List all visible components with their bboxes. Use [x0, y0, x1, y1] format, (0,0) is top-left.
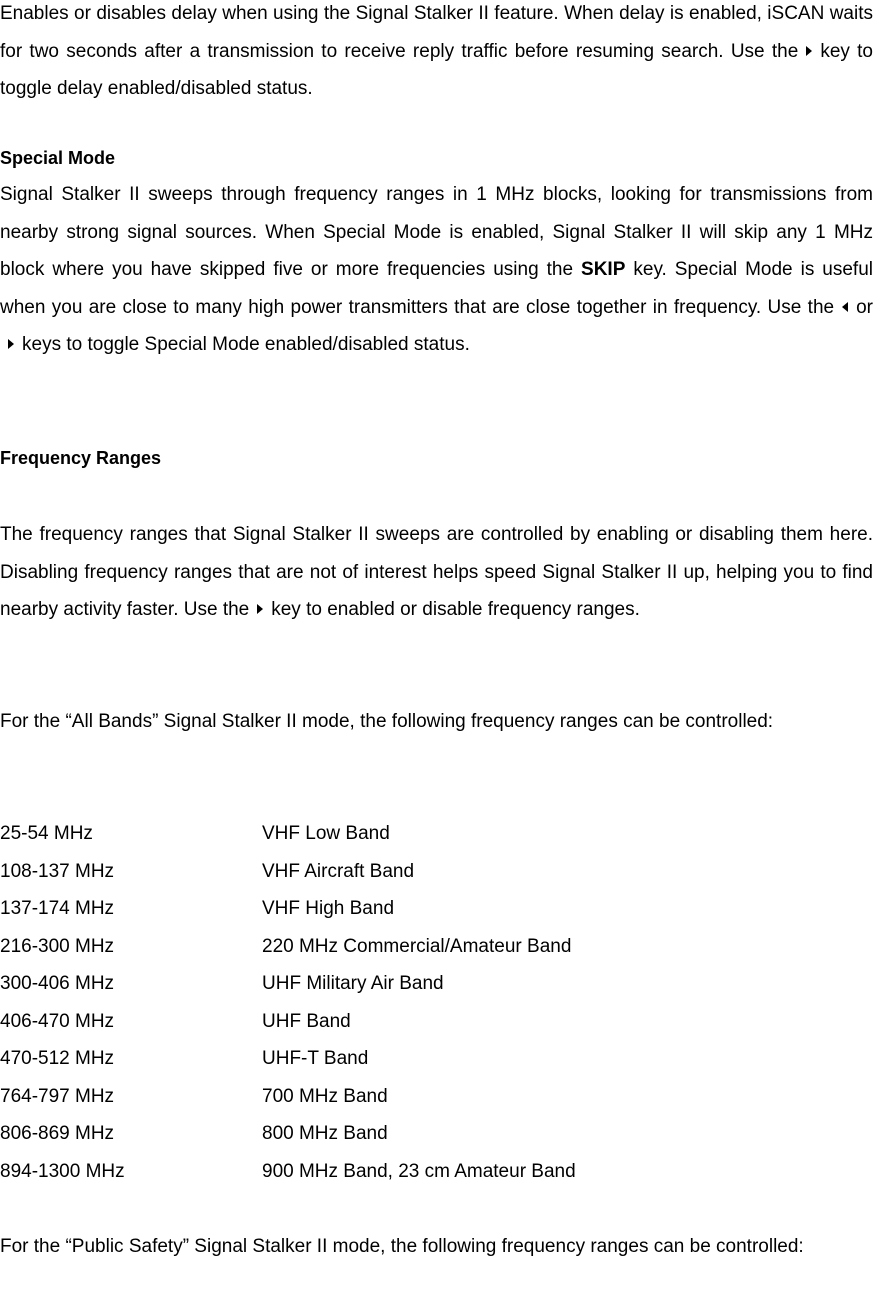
- range-frequency: 108-137 MHz: [0, 860, 115, 882]
- range-frequency: 470-512 MHz: [0, 1048, 115, 1069]
- range-frequency: 216-300 MHz: [0, 935, 115, 957]
- range-frequency: 137-174 MHz: [0, 898, 115, 919]
- range-row: [0, 1153, 873, 1191]
- range-row: [0, 1078, 873, 1116]
- range-description: 700 MHz Band: [262, 1085, 388, 1107]
- frequency-range-list: [0, 815, 873, 1190]
- range-row: [0, 1115, 873, 1153]
- range-frequency: 764-797 MHz: [0, 1085, 115, 1107]
- frequency-ranges-text-1: The frequency ranges that Signal Stalker II sweeps are controlled by enabling or disabling them here. Disabling frequency ranges that are not of interest helps speed Signal Stalker II up, helping you to find nearby activity faster. Use the: [0, 524, 873, 620]
- range-frequency: 406-470 MHz: [0, 1010, 115, 1032]
- range-description: UHF-T Band: [262, 1048, 369, 1069]
- range-description: VHF Aircraft Band: [262, 860, 415, 882]
- range-description: UHF Military Air Band: [262, 973, 444, 994]
- frequency-ranges-paragraph: [0, 516, 873, 629]
- range-frequency: 806-869 MHz: [0, 1123, 115, 1144]
- range-row: [0, 1003, 873, 1041]
- left-arrow-key-icon: [842, 302, 848, 312]
- public-safety-intro: For the “Public Safety” Signal Stalker II mode, the following frequency ranges can be controlled:: [0, 1236, 804, 1257]
- special-mode-heading: Special Mode: [0, 148, 116, 168]
- delay-paragraph: [0, 0, 873, 108]
- range-row: [0, 928, 873, 966]
- special-mode-or: or: [856, 296, 873, 318]
- range-description: VHF High Band: [262, 898, 395, 919]
- range-description: 800 MHz Band: [262, 1123, 388, 1144]
- range-description: VHF Low Band: [262, 823, 390, 844]
- special-mode-text-2: key. Special Mode is useful when you are close to many high power transmitters that are close together in frequency. Use the: [0, 259, 873, 318]
- range-row: [0, 853, 873, 891]
- skip-key-label: SKIP: [581, 259, 626, 280]
- range-description: 900 MHz Band, 23 cm Amateur Band: [262, 1160, 576, 1182]
- range-row: [0, 965, 873, 1003]
- special-mode-paragraph: [0, 176, 873, 364]
- range-row: [0, 890, 873, 928]
- right-arrow-key-icon: [8, 339, 14, 349]
- delay-text-1: Enables or disables delay when using the Signal Stalker II feature. When delay is enabled, iSCAN waits for two seconds after a transmission to receive reply traffic before resuming search. Use the: [0, 3, 873, 62]
- range-row: [0, 1040, 873, 1078]
- range-frequency: 300-406 MHz: [0, 973, 115, 994]
- range-frequency: 894-1300 MHz: [0, 1160, 125, 1182]
- special-mode-text-3: keys to toggle Special Mode enabled/disabled status.: [22, 334, 470, 355]
- special-mode-text-1: Signal Stalker II sweeps through frequency ranges in 1 MHz blocks, looking for transmissions from nearby strong signal sources. When Special Mode is enabled, Signal Stalker II will skip any 1 MHz block where you have skipped five or more frequencies using the: [0, 184, 873, 280]
- range-frequency: 25-54 MHz: [0, 823, 93, 844]
- delay-text-2: key to toggle delay enabled/disabled status.: [0, 40, 873, 99]
- frequency-ranges-text-2: key to enabled or disable frequency ranges.: [271, 599, 640, 620]
- range-row: [0, 815, 873, 853]
- range-description: 220 MHz Commercial/Amateur Band: [262, 935, 572, 957]
- right-arrow-key-icon: [257, 604, 263, 614]
- right-arrow-key-icon: [806, 46, 812, 56]
- range-description: UHF Band: [262, 1010, 351, 1032]
- frequency-ranges-heading: Frequency Ranges: [0, 448, 162, 468]
- all-bands-intro: For the “All Bands” Signal Stalker II mode, the following frequency ranges can be controlled:: [0, 711, 774, 732]
